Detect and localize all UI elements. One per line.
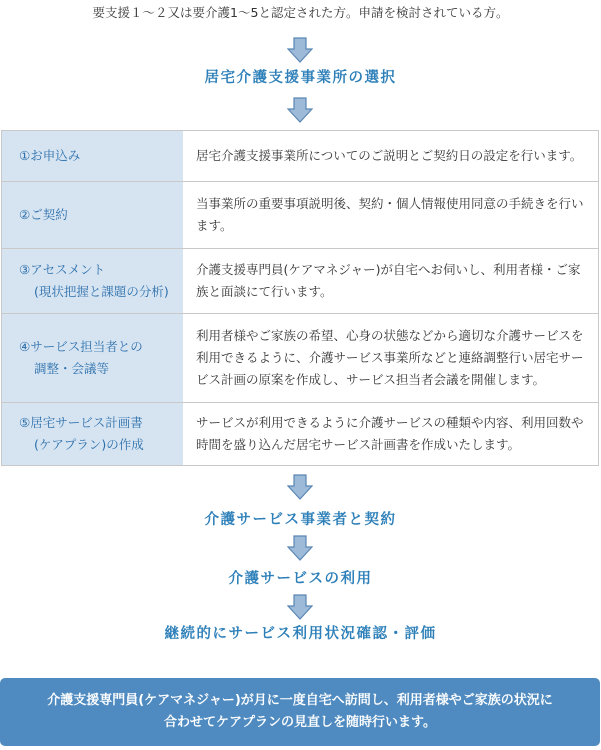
row-label-subtext: 調整・会議等	[34, 361, 110, 376]
row-description: 当事業所の重要事項説明後、契約・個人情報使用同意の手続きを行います。	[196, 196, 584, 233]
row-label-text: ⑤居宅サービス計画書	[19, 415, 143, 430]
row-label-subtext: (ケアプラン)の作成	[34, 437, 144, 452]
row-label	[2, 403, 183, 465]
down-arrow-icon	[287, 97, 313, 123]
row-description: サービスが利用できるように介護サービスの種類や内容、利用回数や時間を盛り込んだ居宅サービス計画書を作成いたします。	[196, 415, 584, 452]
table-row	[2, 402, 598, 465]
banner-line-2: 合わせてケアプランの見直しを随時行います。	[164, 715, 436, 730]
intro-text: 要支援１～２又は要介護1～5と認定された方。申請を検討されている方。	[92, 5, 509, 20]
row-label	[2, 249, 183, 313]
row-label-text: ③アセスメント	[19, 262, 106, 277]
step-title-evaluate: 継続的にサービス利用状況確認・評価	[164, 626, 437, 642]
row-label-text: ④サービス担当者との	[19, 339, 143, 354]
down-arrow-icon	[287, 474, 313, 500]
step-title-contract: 介護サービス事業者と契約	[204, 512, 397, 528]
process-table	[1, 130, 599, 466]
row-label	[2, 314, 183, 402]
banner-line-1: 介護支援専門員(ケアマネジャー)が月に一度自宅へ訪問し、利用者様やご家族の状況に	[47, 693, 553, 708]
care-plan-review-banner	[0, 678, 600, 746]
down-arrow-icon	[287, 37, 313, 63]
row-label-text: ②ご契約	[19, 207, 68, 222]
row-label	[2, 131, 183, 181]
row-description: 利用者様やご家族の希望、心身の状態などから適切な介護サービスを利用できるように、介護サービス事業所などと連絡調整行い居宅サービス計画の原案を作成し、サービス担当者会議を開催します。	[196, 328, 584, 387]
row-description: 居宅介護支援事業所についてのご説明とご契約日の設定を行います。	[196, 148, 583, 163]
table-row	[2, 248, 598, 313]
row-label	[2, 182, 183, 248]
table-row	[2, 131, 598, 181]
table-row	[2, 181, 598, 248]
table-row	[2, 313, 598, 402]
step-title-select: 居宅介護支援事業所の選択	[204, 70, 397, 86]
row-label-text: ①お申込み	[19, 148, 81, 163]
down-arrow-icon	[287, 535, 313, 561]
row-label-subtext: (現状把握と課題の分析)	[34, 284, 169, 299]
row-description: 介護支援専門員(ケアマネジャー)が自宅へお伺いし、利用者様・ご家族と面談にて行います。	[196, 262, 581, 299]
down-arrow-icon	[287, 594, 313, 620]
step-title-use: 介護サービスの利用	[228, 571, 373, 587]
